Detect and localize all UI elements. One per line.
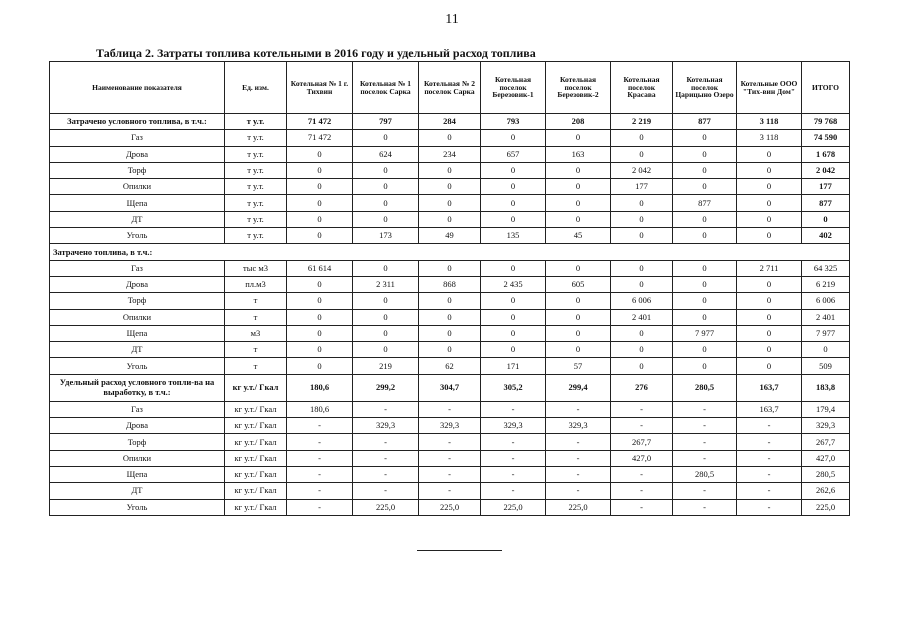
value-cell: 280,5: [673, 374, 737, 401]
value-cell: -: [419, 401, 481, 417]
total-cell: 402: [802, 228, 850, 244]
unit-cell: кг у.т./ Гкал: [225, 418, 287, 434]
value-cell: -: [673, 499, 737, 515]
value-cell: 45: [546, 228, 611, 244]
value-cell: 0: [737, 342, 802, 358]
fuel-consumption-table: [49, 61, 850, 516]
fuel-label-cell: Торф: [50, 162, 225, 178]
value-cell: 0: [353, 130, 419, 146]
value-cell: 208: [546, 114, 611, 130]
value-cell: 0: [419, 309, 481, 325]
value-cell: 0: [737, 179, 802, 195]
value-cell: 0: [673, 211, 737, 227]
total-cell: 427,0: [802, 450, 850, 466]
value-cell: 0: [481, 195, 546, 211]
value-cell: 0: [611, 211, 673, 227]
value-cell: -: [481, 466, 546, 482]
value-cell: -: [287, 466, 353, 482]
value-cell: -: [737, 499, 802, 515]
value-cell: 0: [611, 325, 673, 341]
value-cell: 0: [419, 260, 481, 276]
value-cell: 0: [481, 342, 546, 358]
value-cell: 0: [673, 130, 737, 146]
value-cell: 2 219: [611, 114, 673, 130]
value-cell: 0: [546, 162, 611, 178]
value-cell: -: [546, 466, 611, 482]
unit-cell: т: [225, 342, 287, 358]
unit-cell: т у.т.: [225, 195, 287, 211]
fuel-label-cell: Щепа: [50, 325, 225, 341]
value-cell: 0: [419, 195, 481, 211]
value-cell: -: [673, 401, 737, 417]
table-row: [50, 401, 850, 417]
value-cell: 0: [419, 293, 481, 309]
value-cell: 0: [737, 211, 802, 227]
value-cell: -: [481, 483, 546, 499]
total-cell: 79 768: [802, 114, 850, 130]
value-cell: 0: [481, 162, 546, 178]
value-cell: 2 311: [353, 276, 419, 292]
unit-cell: т у.т.: [225, 162, 287, 178]
fuel-label-cell: Щепа: [50, 466, 225, 482]
fuel-label-cell: Торф: [50, 293, 225, 309]
value-cell: 0: [353, 260, 419, 276]
value-cell: 0: [481, 260, 546, 276]
header-cell: Котельная № 2 поселок Сарка: [419, 62, 481, 114]
table-row: [50, 450, 850, 466]
value-cell: 299,2: [353, 374, 419, 401]
total-cell: 0: [802, 342, 850, 358]
value-cell: 0: [611, 195, 673, 211]
value-cell: 0: [737, 276, 802, 292]
table-row: [50, 358, 850, 374]
value-cell: -: [287, 434, 353, 450]
group-label-cell: Затрачено условного топлива, в т.ч.:: [50, 114, 225, 130]
value-cell: 0: [611, 342, 673, 358]
value-cell: 797: [353, 114, 419, 130]
value-cell: 0: [419, 179, 481, 195]
table-row: [50, 466, 850, 482]
total-cell: 509: [802, 358, 850, 374]
table-body: [50, 114, 850, 516]
value-cell: -: [611, 466, 673, 482]
fuel-label-cell: Уголь: [50, 228, 225, 244]
value-cell: -: [481, 401, 546, 417]
unit-cell: т: [225, 293, 287, 309]
value-cell: -: [673, 434, 737, 450]
value-cell: -: [481, 450, 546, 466]
value-cell: 0: [353, 179, 419, 195]
value-cell: -: [287, 499, 353, 515]
value-cell: 171: [481, 358, 546, 374]
value-cell: -: [546, 401, 611, 417]
unit-cell: кг у.т./ Гкал: [225, 483, 287, 499]
value-cell: -: [737, 434, 802, 450]
value-cell: 177: [611, 179, 673, 195]
value-cell: 0: [673, 342, 737, 358]
value-cell: 624: [353, 146, 419, 162]
table-row: [50, 418, 850, 434]
value-cell: 0: [737, 309, 802, 325]
unit-cell: т у.т.: [225, 211, 287, 227]
value-cell: 280,5: [673, 466, 737, 482]
value-cell: 61 614: [287, 260, 353, 276]
value-cell: 299,4: [546, 374, 611, 401]
value-cell: 0: [287, 358, 353, 374]
unit-cell: кг у.т./ Гкал: [225, 499, 287, 515]
fuel-label-cell: ДТ: [50, 342, 225, 358]
header-cell: Котельная поселок Березовик-1: [481, 62, 546, 114]
unit-cell: т у.т.: [225, 146, 287, 162]
fuel-label-cell: ДТ: [50, 483, 225, 499]
value-cell: -: [287, 418, 353, 434]
value-cell: 305,2: [481, 374, 546, 401]
value-cell: 0: [353, 162, 419, 178]
value-cell: 276: [611, 374, 673, 401]
fuel-label-cell: Опилки: [50, 179, 225, 195]
table-title: Таблица 2. Затраты топлива котельными в 2016 году и удельный расход топлива: [96, 46, 536, 60]
total-cell: 7 977: [802, 325, 850, 341]
value-cell: -: [611, 483, 673, 499]
total-cell: 6 006: [802, 293, 850, 309]
total-cell: 262,6: [802, 483, 850, 499]
table-group-row: [50, 374, 850, 401]
table-row: [50, 146, 850, 162]
header-cell: Котельная № 1 поселок Сарка: [353, 62, 419, 114]
value-cell: 6 006: [611, 293, 673, 309]
header-cell: ИТОГО: [802, 62, 850, 114]
header-cell: Ед. изм.: [225, 62, 287, 114]
value-cell: 0: [546, 179, 611, 195]
value-cell: -: [673, 483, 737, 499]
value-cell: 0: [287, 228, 353, 244]
value-cell: -: [673, 418, 737, 434]
table-row: [50, 342, 850, 358]
value-cell: 877: [673, 195, 737, 211]
table-section-row: [50, 244, 850, 260]
value-cell: 0: [611, 276, 673, 292]
total-cell: 0: [802, 211, 850, 227]
value-cell: -: [353, 466, 419, 482]
value-cell: 0: [737, 195, 802, 211]
table-row: [50, 325, 850, 341]
value-cell: 173: [353, 228, 419, 244]
value-cell: -: [287, 483, 353, 499]
value-cell: 0: [419, 162, 481, 178]
fuel-label-cell: Уголь: [50, 358, 225, 374]
value-cell: 427,0: [611, 450, 673, 466]
value-cell: 329,3: [419, 418, 481, 434]
value-cell: 0: [673, 146, 737, 162]
value-cell: 0: [287, 293, 353, 309]
unit-cell: тыс м3: [225, 260, 287, 276]
value-cell: 0: [353, 325, 419, 341]
total-cell: 1 678: [802, 146, 850, 162]
value-cell: -: [353, 434, 419, 450]
value-cell: 57: [546, 358, 611, 374]
value-cell: 0: [481, 179, 546, 195]
value-cell: 3 118: [737, 114, 802, 130]
page-number: 11: [445, 12, 459, 27]
header-cell: Наименование показателя: [50, 62, 225, 114]
value-cell: 2 711: [737, 260, 802, 276]
total-cell: 329,3: [802, 418, 850, 434]
table-row: [50, 483, 850, 499]
value-cell: 0: [287, 146, 353, 162]
value-cell: 0: [353, 309, 419, 325]
unit-cell: т: [225, 309, 287, 325]
value-cell: -: [737, 450, 802, 466]
value-cell: 304,7: [419, 374, 481, 401]
value-cell: 225,0: [419, 499, 481, 515]
value-cell: -: [611, 499, 673, 515]
value-cell: 0: [287, 211, 353, 227]
value-cell: 0: [737, 358, 802, 374]
total-cell: 74 590: [802, 130, 850, 146]
table-row: [50, 179, 850, 195]
fuel-label-cell: Щепа: [50, 195, 225, 211]
value-cell: 284: [419, 114, 481, 130]
footer-rule: [417, 550, 502, 551]
table-row: [50, 195, 850, 211]
unit-cell: т у.т.: [225, 179, 287, 195]
value-cell: -: [611, 401, 673, 417]
value-cell: 163,7: [737, 401, 802, 417]
value-cell: -: [737, 418, 802, 434]
value-cell: 0: [287, 309, 353, 325]
table-row: [50, 260, 850, 276]
fuel-label-cell: Дрова: [50, 418, 225, 434]
value-cell: 0: [419, 211, 481, 227]
value-cell: 0: [673, 228, 737, 244]
value-cell: -: [353, 401, 419, 417]
value-cell: 0: [546, 309, 611, 325]
table-row: [50, 434, 850, 450]
fuel-label-cell: Торф: [50, 434, 225, 450]
total-cell: 6 219: [802, 276, 850, 292]
unit-cell: пл.м3: [225, 276, 287, 292]
total-cell: 2 042: [802, 162, 850, 178]
value-cell: 0: [419, 325, 481, 341]
header-cell: Котельная поселок Царицыно Озеро: [673, 62, 737, 114]
table-row: [50, 276, 850, 292]
value-cell: -: [546, 434, 611, 450]
value-cell: 0: [353, 211, 419, 227]
value-cell: 0: [287, 195, 353, 211]
value-cell: 0: [611, 260, 673, 276]
value-cell: 793: [481, 114, 546, 130]
value-cell: 657: [481, 146, 546, 162]
total-cell: 280,5: [802, 466, 850, 482]
unit-cell: т у.т.: [225, 228, 287, 244]
value-cell: 0: [546, 325, 611, 341]
value-cell: -: [546, 450, 611, 466]
value-cell: 868: [419, 276, 481, 292]
value-cell: 225,0: [481, 499, 546, 515]
header-cell: Котельная № 1 г. Тихвин: [287, 62, 353, 114]
value-cell: 0: [737, 146, 802, 162]
total-cell: 225,0: [802, 499, 850, 515]
value-cell: 0: [737, 228, 802, 244]
fuel-label-cell: Газ: [50, 260, 225, 276]
value-cell: 0: [546, 260, 611, 276]
value-cell: 0: [546, 342, 611, 358]
value-cell: 0: [611, 228, 673, 244]
unit-cell: кг у.т./ Гкал: [225, 401, 287, 417]
value-cell: -: [419, 450, 481, 466]
value-cell: 0: [287, 179, 353, 195]
value-cell: 329,3: [546, 418, 611, 434]
value-cell: 0: [737, 293, 802, 309]
value-cell: 225,0: [353, 499, 419, 515]
table-row: [50, 211, 850, 227]
value-cell: 0: [737, 325, 802, 341]
unit-cell: кг у.т./ Гкал: [225, 466, 287, 482]
value-cell: 0: [611, 146, 673, 162]
fuel-label-cell: Уголь: [50, 499, 225, 515]
value-cell: -: [353, 450, 419, 466]
header-cell: Котельная поселок Березовик-2: [546, 62, 611, 114]
value-cell: 0: [546, 130, 611, 146]
total-cell: 64 325: [802, 260, 850, 276]
unit-cell: кг у.т./ Гкал: [225, 450, 287, 466]
value-cell: -: [419, 483, 481, 499]
value-cell: 0: [546, 195, 611, 211]
value-cell: 0: [481, 293, 546, 309]
group-label-cell: Удельный расход условного топли-ва на выработку, в т.ч.:: [50, 374, 225, 401]
table-row: [50, 162, 850, 178]
header-cell: Котельные ООО "Тих-вин Дом": [737, 62, 802, 114]
value-cell: 0: [481, 325, 546, 341]
fuel-label-cell: Дрова: [50, 276, 225, 292]
value-cell: 219: [353, 358, 419, 374]
value-cell: 0: [353, 293, 419, 309]
value-cell: 0: [481, 130, 546, 146]
total-cell: 183,8: [802, 374, 850, 401]
value-cell: 0: [611, 358, 673, 374]
value-cell: -: [611, 418, 673, 434]
value-cell: 163: [546, 146, 611, 162]
value-cell: -: [419, 466, 481, 482]
value-cell: 329,3: [353, 418, 419, 434]
value-cell: 0: [419, 342, 481, 358]
total-cell: 267,7: [802, 434, 850, 450]
fuel-label-cell: ДТ: [50, 211, 225, 227]
value-cell: -: [419, 434, 481, 450]
fuel-label-cell: Опилки: [50, 309, 225, 325]
value-cell: 0: [673, 276, 737, 292]
unit-cell: м3: [225, 325, 287, 341]
table-row: [50, 228, 850, 244]
value-cell: 0: [611, 130, 673, 146]
value-cell: 0: [673, 179, 737, 195]
total-cell: 177: [802, 179, 850, 195]
value-cell: 0: [737, 162, 802, 178]
value-cell: 0: [481, 309, 546, 325]
value-cell: 0: [673, 162, 737, 178]
value-cell: -: [737, 466, 802, 482]
value-cell: 0: [353, 342, 419, 358]
value-cell: 329,3: [481, 418, 546, 434]
value-cell: -: [546, 483, 611, 499]
value-cell: 0: [673, 309, 737, 325]
value-cell: 0: [353, 195, 419, 211]
value-cell: 0: [673, 293, 737, 309]
value-cell: 0: [287, 325, 353, 341]
value-cell: 0: [673, 260, 737, 276]
value-cell: 49: [419, 228, 481, 244]
header-cell: Котельная поселок Красава: [611, 62, 673, 114]
value-cell: -: [737, 483, 802, 499]
total-cell: 179,4: [802, 401, 850, 417]
value-cell: -: [287, 450, 353, 466]
value-cell: 62: [419, 358, 481, 374]
value-cell: 2 042: [611, 162, 673, 178]
total-cell: 877: [802, 195, 850, 211]
table-group-row: [50, 114, 850, 130]
table-row: [50, 130, 850, 146]
unit-cell: кг у.т./ Гкал: [225, 374, 287, 401]
value-cell: 163,7: [737, 374, 802, 401]
value-cell: 135: [481, 228, 546, 244]
value-cell: 3 118: [737, 130, 802, 146]
value-cell: 0: [287, 342, 353, 358]
table-row: [50, 309, 850, 325]
unit-cell: кг у.т./ Гкал: [225, 434, 287, 450]
table-row: [50, 499, 850, 515]
value-cell: 0: [546, 293, 611, 309]
value-cell: 0: [419, 130, 481, 146]
value-cell: -: [673, 450, 737, 466]
value-cell: 180,6: [287, 374, 353, 401]
value-cell: 877: [673, 114, 737, 130]
value-cell: 2 435: [481, 276, 546, 292]
value-cell: 0: [673, 358, 737, 374]
value-cell: 605: [546, 276, 611, 292]
unit-cell: т: [225, 358, 287, 374]
value-cell: 0: [287, 162, 353, 178]
fuel-label-cell: Дрова: [50, 146, 225, 162]
value-cell: 225,0: [546, 499, 611, 515]
value-cell: 234: [419, 146, 481, 162]
value-cell: 0: [546, 211, 611, 227]
value-cell: 180,6: [287, 401, 353, 417]
value-cell: 0: [287, 276, 353, 292]
value-cell: 7 977: [673, 325, 737, 341]
table-row: [50, 293, 850, 309]
value-cell: 71 472: [287, 114, 353, 130]
value-cell: 0: [481, 211, 546, 227]
value-cell: 2 401: [611, 309, 673, 325]
value-cell: -: [481, 434, 546, 450]
fuel-label-cell: Газ: [50, 401, 225, 417]
value-cell: -: [353, 483, 419, 499]
value-cell: 267,7: [611, 434, 673, 450]
value-cell: 71 472: [287, 130, 353, 146]
fuel-label-cell: Опилки: [50, 450, 225, 466]
total-cell: 2 401: [802, 309, 850, 325]
fuel-label-cell: Газ: [50, 130, 225, 146]
unit-cell: т у.т.: [225, 130, 287, 146]
section-label-cell: Затрачено топлива, в т.ч.:: [50, 244, 850, 260]
header-row: [50, 62, 850, 114]
unit-cell: т у.т.: [225, 114, 287, 130]
